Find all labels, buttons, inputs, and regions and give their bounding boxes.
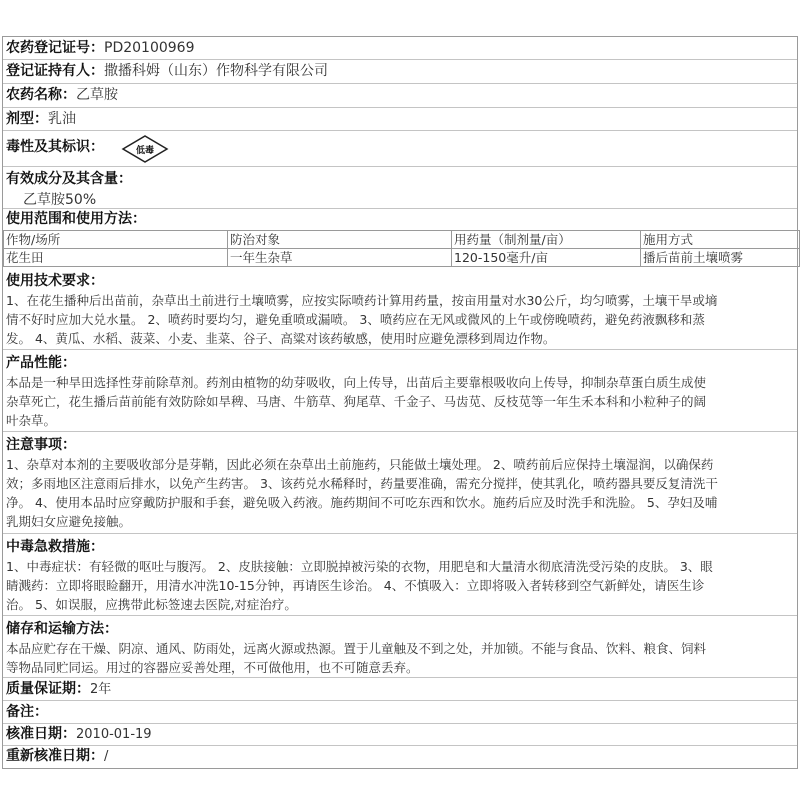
pesticide-name-value: 乙草胺: [76, 87, 118, 103]
performance-label: 产品性能：: [6, 355, 76, 371]
holder-value: 撒播科姆（山东）作物科学有限公司: [104, 63, 328, 79]
usage-scope-row: [3, 209, 797, 230]
warranty-value: 2年: [90, 682, 112, 697]
first-aid-line: 1、中毒症状：有轻微的呕吐与腹泻。 2、皮肤接触：立即脱掉被污染的衣物，用肥皂和大量清水彻底清洗受污染的皮肤。 3、眼: [6, 559, 713, 574]
usage-header-target: 防治对象: [228, 231, 452, 249]
pesticide-name-label: 农药名称：: [6, 87, 76, 103]
reapproval-date-row: [3, 746, 797, 768]
approval-date-label: 核准日期：: [6, 726, 76, 742]
first-aid-line: 睛溅药：立即将眼睑翻开，用清水冲洗10-15分钟，再请医生诊治。 4、不慎吸入：立即将吸入者转移到空气新鲜处，请医生诊: [6, 578, 705, 593]
usage-table: [3, 230, 800, 267]
precautions-line: 效；多雨地区注意雨后排水，以免产生药害。 3、该药兑水稀释时，药量要准确，需充分搅拌，使其乳化，喷药器具要反复清洗干: [6, 476, 718, 491]
precautions-line: 乳期妇女应避免接触。: [6, 514, 132, 529]
holder-label: 登记证持有人：: [6, 63, 104, 79]
active-ingredient-label: 有效成分及其含量：: [6, 171, 132, 187]
storage-line: 等物品同贮同运。用过的容器应妥善处理，不可做他用，也不可随意丢弃。: [6, 660, 419, 675]
table-row: [4, 249, 800, 267]
technical-section: [3, 270, 797, 350]
remarks-label: 备注：: [6, 704, 48, 720]
storage-label: 储存和运输方法：: [6, 621, 118, 637]
warranty-row: [3, 678, 797, 701]
pesticide-label-document: [2, 36, 798, 769]
usage-header-method: 施用方式: [641, 231, 800, 249]
performance-line: 本品是一种旱田选择性芽前除草剂。药剂由植物的幼芽吸收，向上传导，出苗后主要靠根吸收向上传导，抑制杂草蛋白质生成使: [6, 375, 707, 390]
technical-label: 使用技术要求：: [6, 273, 104, 289]
approval-date-value: 2010-01-19: [76, 727, 152, 742]
first-aid-section: [3, 534, 797, 616]
performance-line: 杂草死亡，花生播后苗前能有效防除如旱稗、马唐、牛筋草、狗尾草、千金子、马齿苋、反枝苋等一年生禾本科和小粒种子的阔: [6, 394, 707, 409]
warranty-label: 质量保证期：: [6, 681, 90, 697]
holder-row: [3, 60, 797, 84]
technical-line: 发。 4、黄瓜、水稻、菠菜、小麦、韭菜、谷子、高粱对该药敏感，使用时应避免漂移到周边作物。: [6, 331, 556, 346]
usage-cell-target: 一年生杂草: [228, 249, 452, 267]
toxicity-badge: [121, 134, 169, 164]
storage-section: [3, 616, 797, 678]
registration-no-row: [3, 37, 797, 60]
active-ingredient-value: 乙草胺50%: [23, 192, 97, 208]
storage-line: 本品应贮存在干燥、阴凉、通风、防雨处，远离火源或热源。置于儿童触及不到之处，并加锁。不能与食品、饮料、粮食、饲料: [6, 641, 707, 656]
technical-line: 情不好时应加大兑水量。 2、喷药时要均匀，避免重喷或漏喷。 3、喷药应在无风或微风的上午或傍晚喷药，避免药液飘移和蒸: [6, 312, 705, 327]
toxicity-row: [3, 131, 797, 167]
usage-cell-dosage: 120-150毫升/亩: [452, 249, 641, 267]
usage-header-crop: 作物/场所: [4, 231, 228, 249]
precautions-label: 注意事项：: [6, 437, 76, 453]
registration-no-label: 农药登记证号：: [6, 40, 104, 56]
registration-no-value: PD20100969: [104, 40, 195, 56]
precautions-line: 净。 4、使用本品时应穿戴防护服和手套，避免吸入药液。施药期间不可吃东西和饮水。施药后应及时洗手和洗脸。 5、孕妇及哺: [6, 495, 718, 510]
performance-section: [3, 350, 797, 432]
usage-scope-label: 使用范围和使用方法：: [6, 211, 146, 227]
usage-cell-method: 播后苗前土壤喷雾: [641, 249, 800, 267]
formulation-row: [3, 108, 797, 131]
remarks-row: [3, 701, 797, 724]
active-ingredient-row: [3, 167, 797, 209]
usage-header-dosage: 用药量（制剂量/亩）: [452, 231, 641, 249]
first-aid-label: 中毒急救措施：: [6, 539, 104, 555]
reapproval-date-value: /: [104, 749, 109, 764]
performance-line: 叶杂草。: [6, 413, 57, 428]
technical-line: 1、在花生播种后出苗前，杂草出土前进行土壤喷雾，应按实际喷药计算用药量，按亩用量对水30公斤，均匀喷雾，土壤干旱或墒: [6, 293, 718, 308]
first-aid-line: 治。 5、如误服，应携带此标签速去医院,对症治疗。: [6, 597, 297, 612]
reapproval-date-label: 重新核准日期：: [6, 748, 104, 764]
precautions-line: 1、杂草对本剂的主要吸收部分是芽鞘，因此必须在杂草出土前施药，只能做土壤处理。 2、喷药前后应保持土壤湿润，以确保药: [6, 457, 714, 472]
toxicity-label: 毒性及其标识：: [6, 139, 104, 155]
approval-date-row: [3, 724, 797, 746]
usage-table-header-row: [4, 231, 800, 249]
pesticide-name-row: [3, 84, 797, 108]
formulation-value: 乳油: [48, 111, 76, 127]
formulation-label: 剂型：: [6, 111, 48, 127]
usage-cell-crop: 花生田: [4, 249, 228, 267]
precautions-section: [3, 432, 797, 534]
toxicity-badge-text: 低毒: [135, 146, 155, 156]
